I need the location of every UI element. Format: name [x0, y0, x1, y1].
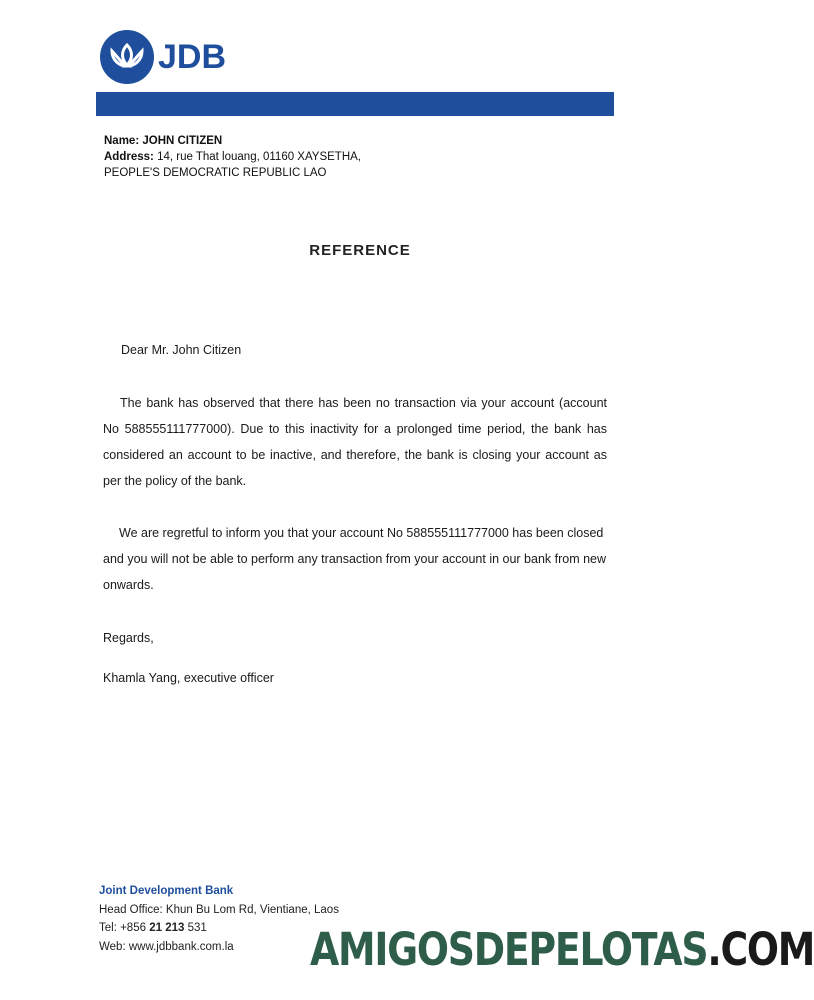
recipient-address-line2: PEOPLE'S DEMOCRATIC REPUBLIC LAO	[104, 167, 327, 179]
body-paragraph-2: We are regretful to inform you that your account No 588555111777000 has been closed and you will not be able to perform any transaction from your account in our bank from new onwards.	[103, 526, 607, 592]
header-bar	[96, 92, 614, 116]
recipient-name: Name: JOHN CITIZEN	[104, 135, 223, 147]
signature: Khamla Yang, executive officer	[103, 671, 274, 685]
logo-text: JDB	[158, 37, 227, 76]
footer-web: Web: www.jdbbank.com.la	[99, 940, 234, 953]
bank-logo	[100, 30, 226, 84]
salutation: Dear Mr. John Citizen	[121, 343, 242, 357]
recipient-block	[104, 133, 361, 181]
document-title: REFERENCE	[309, 242, 411, 259]
closing-regards: Regards,	[103, 631, 154, 645]
footer-bank-name: Joint Development Bank	[99, 885, 234, 897]
lotus-icon	[100, 30, 154, 84]
watermark: AMIGOSDEPELOTAS.COM	[310, 923, 814, 976]
recipient-address-line1: Address: 14, rue That louang, 01160 XAYSETHA,	[104, 151, 361, 163]
footer-head-office: Head Office: Khun Bu Lom Rd, Vientiane, Laos	[99, 903, 339, 916]
footer	[99, 882, 339, 956]
body-paragraph-1: The bank has observed that there has been no transaction via your account (account No 588555111777000). Due to this inactivity for a prolonged time period, the bank has considered an account to be inactive, and therefore, the bank is closing your account as per the policy of the bank.	[103, 396, 607, 488]
footer-tel: Tel: +856 21 213 531	[99, 922, 207, 934]
